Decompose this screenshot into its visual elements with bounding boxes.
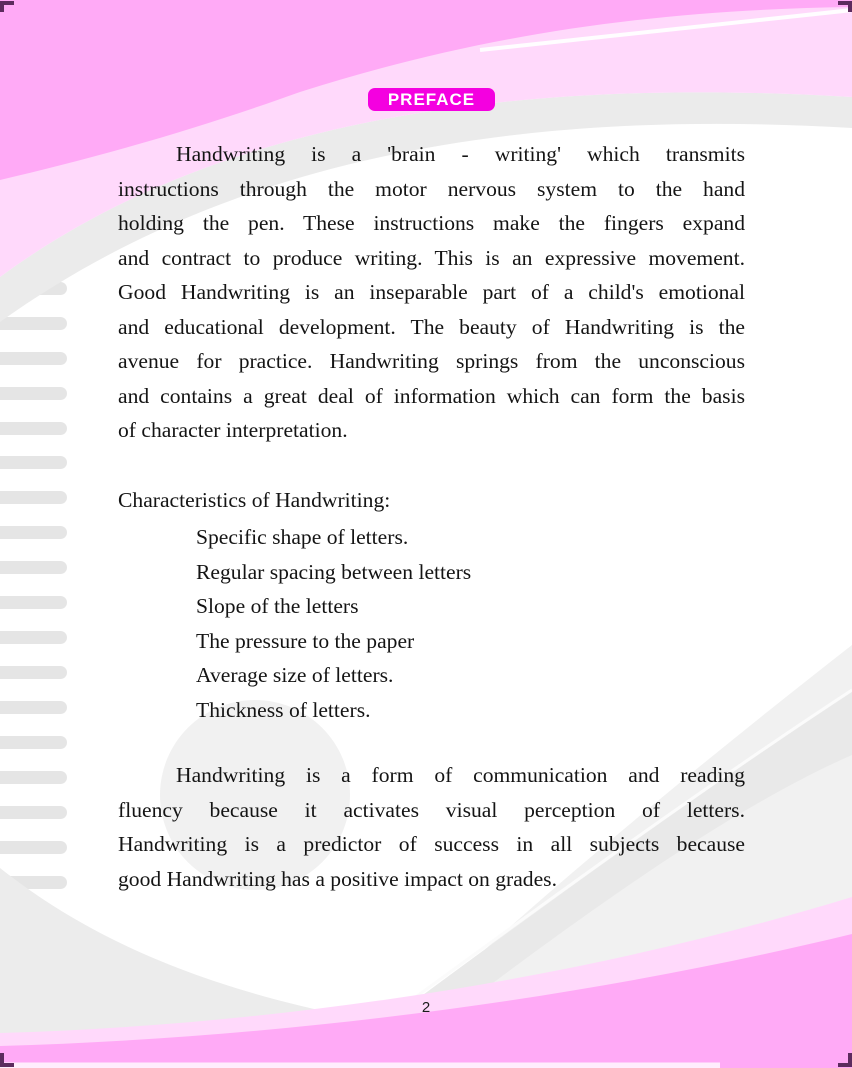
list-item: Specific shape of letters. xyxy=(196,525,409,549)
page-number: 2 xyxy=(421,999,431,1016)
list-item: Slope of the letters xyxy=(196,594,359,618)
characteristics-list xyxy=(196,520,716,727)
characteristics-heading: Characteristics of Handwriting: xyxy=(118,488,391,512)
paragraph-line: Handwriting is a 'brain - writing' which transmits xyxy=(176,142,745,166)
paragraph-line: good Handwriting has a positive impact on grades. xyxy=(118,866,557,891)
paragraph-line: Handwriting is a form of communication and reading xyxy=(176,763,745,787)
paragraph-line: Good Handwriting is an inseparable part of a child's emotional xyxy=(118,280,745,304)
paragraph-intro xyxy=(118,137,745,448)
paragraph-line: of character interpretation. xyxy=(118,418,348,442)
list-item: Thickness of letters. xyxy=(196,697,371,722)
paragraph-line: holding the pen. These instructions make the fingers expand xyxy=(118,211,745,235)
list-item: Average size of letters. xyxy=(196,663,394,687)
paragraph-line: and educational development. The beauty of Handwriting is the xyxy=(118,314,745,339)
list-item: Regular spacing between letters xyxy=(196,559,472,584)
paragraph-line: and contract to produce writing. This is an expressive movement. xyxy=(118,245,745,270)
paragraph-line: fluency because it activates visual perception of letters. xyxy=(118,797,745,822)
preface-badge-label: PREFACE xyxy=(387,89,476,109)
paragraph-line: avenue for practice. Handwriting springs from the unconscious xyxy=(118,349,745,373)
list-item: The pressure to the paper xyxy=(196,628,415,653)
paragraph-line: instructions through the motor nervous system to the hand xyxy=(118,176,745,201)
paragraph-communication xyxy=(118,758,745,896)
paragraph-line: and contains a great deal of information which can form the basis xyxy=(118,383,745,408)
preface-badge xyxy=(368,88,495,111)
paragraph-line: Handwriting is a predictor of success in all subjects because xyxy=(118,832,745,856)
